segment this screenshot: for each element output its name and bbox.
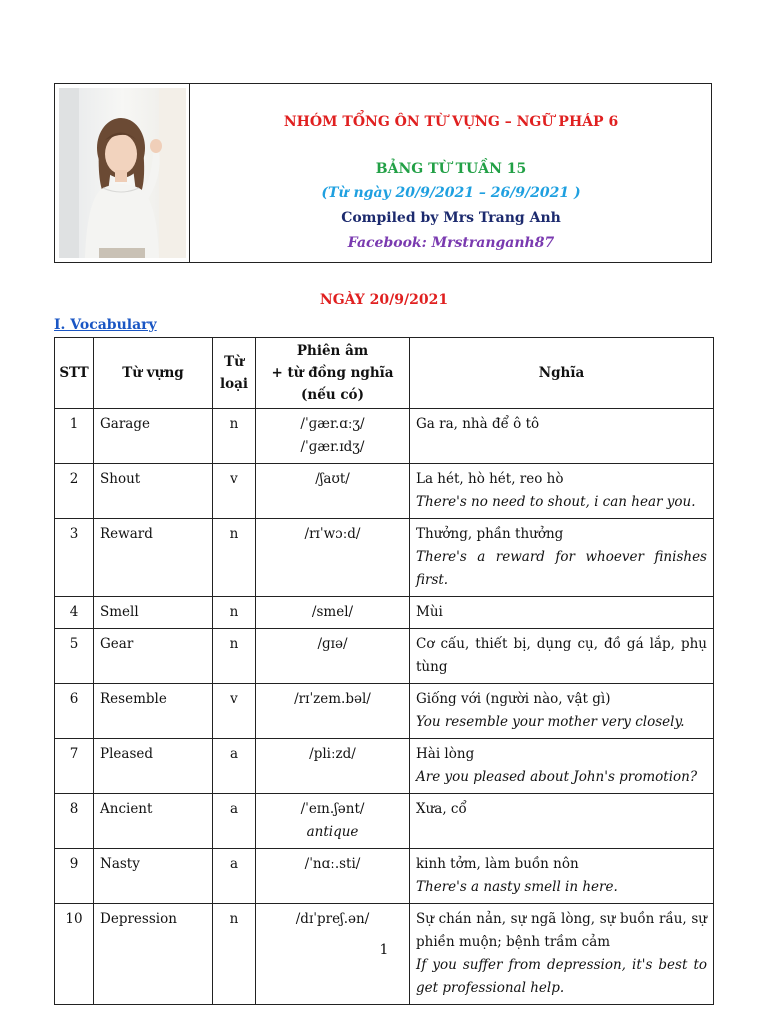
table-row [55,519,714,597]
header-week: BẢNG TỪ TUẦN 15 [375,161,527,177]
table-row [55,409,714,464]
row-meaning [410,464,714,519]
phonetic-text: /dɪˈpreʃ.ən/ [295,911,370,927]
table-row [55,739,714,794]
row-phonetic [256,849,410,904]
meaning-text: Cơ cấu, thiết bị, dụng cụ, đồ gá lắp, phụ tùng [416,636,707,675]
table-row [55,849,714,904]
row-word: Reward [94,519,213,597]
phonetic-text: /ʃaʊt/ [315,471,350,487]
table-body [55,409,714,1005]
header-facebook: Facebook: Mrstranganh87 [347,235,555,251]
row-meaning [410,739,714,794]
phonetic-text: /smel/ [311,604,354,620]
row-word: Nasty [94,849,213,904]
row-word: Garage [94,409,213,464]
header-type [213,338,256,409]
row-meaning [410,794,714,849]
phonetic-text: /rɪˈwɔːd/ [304,526,361,542]
synonym-text: antique [306,824,359,840]
row-phonetic [256,629,410,684]
row-word: Smell [94,597,213,629]
table-row [55,684,714,739]
header-compiled-by: Compiled by Mrs Trang Anh [341,210,561,226]
row-meaning [410,629,714,684]
row-stt: 4 [55,597,94,629]
row-meaning [410,519,714,597]
row-stt: 6 [55,684,94,739]
row-word: Gear [94,629,213,684]
row-phonetic [256,597,410,629]
row-word: Resemble [94,684,213,739]
meaning-text: Hài lòng [416,746,475,762]
header-type-line1: Từ [224,354,244,370]
header-phon-line2: + từ đồng nghĩa [271,365,394,381]
row-stt: 1 [55,409,94,464]
meaning-text: kinh tởm, làm buồn nôn [416,856,579,872]
meaning-text: Xưa, cổ [416,801,467,817]
phonetic-text: /rɪˈzem.bəl/ [294,691,371,707]
meaning-text: Ga ra, nhà để ô tô [416,416,540,432]
row-phonetic [256,519,410,597]
row-stt: 7 [55,739,94,794]
row-meaning [410,597,714,629]
phonetic-text: /ˈeɪn.ʃənt/ [300,801,365,817]
header-meaning: Nghĩa [410,338,714,409]
header-type-line2: loại [219,376,248,392]
phonetic-alt: /ˈɡær.ɪdʒ/ [300,439,365,455]
row-meaning [410,849,714,904]
header-phon-line1: Phiên âm [296,343,369,359]
header-date-range: (Từ ngày 20/9/2021 – 26/9/2021 ) [321,185,581,201]
row-word-type: a [213,739,256,794]
meaning-text: Giống với (người nào, vật gì) [416,691,611,707]
table-row [55,794,714,849]
meaning-text: Sự chán nản, sự ngã lòng, sự buồn rầu, sự phiền muộn; bệnh trầm cảm [416,911,707,950]
row-word: Depression [94,904,213,1005]
row-phonetic [256,684,410,739]
header-word: Từ vựng [94,338,213,409]
phonetic-text: /ˈɡær.ɑːʒ/ [300,416,365,432]
example-sentence: You resemble your mother very closely. [416,714,685,730]
example-sentence: There's a reward for whoever finishes first. [416,549,707,588]
row-word: Pleased [94,739,213,794]
portrait-image [59,88,186,258]
author-photo [55,84,190,262]
header-title: NHÓM TỔNG ÔN TỪ VỰNG – NGỮ PHÁP 6 [283,114,619,130]
row-word-type: v [213,684,256,739]
example-sentence: If you suffer from depression, it's best to get professional help. [416,957,707,996]
table-row [55,597,714,629]
header-stt: STT [55,338,94,409]
header-phonetic [256,338,410,409]
example-sentence: There's no need to shout, i can hear you. [416,494,696,510]
row-phonetic [256,739,410,794]
meaning-text: Thưởng, phần thưởng [416,526,564,542]
row-word: Ancient [94,794,213,849]
day-heading: NGÀY 20/9/2021 [319,292,449,308]
phonetic-text: /ˈnɑː.sti/ [304,856,361,872]
table-row [55,464,714,519]
row-word-type: v [213,464,256,519]
row-stt: 10 [55,904,94,1005]
row-phonetic [256,464,410,519]
row-word-type: n [213,519,256,597]
vocabulary-table [54,337,714,1005]
row-phonetic [256,409,410,464]
row-word: Shout [94,464,213,519]
phonetic-text: /ɡɪə/ [317,636,348,652]
row-word-type: a [213,849,256,904]
row-word-type: n [213,904,256,1005]
section-title: I. Vocabulary [54,317,157,333]
row-phonetic [256,794,410,849]
header-phon-line3: (nếu có) [301,387,364,403]
row-stt: 2 [55,464,94,519]
row-meaning [410,409,714,464]
row-word-type: n [213,629,256,684]
row-stt: 3 [55,519,94,597]
row-word-type: a [213,794,256,849]
row-stt: 5 [55,629,94,684]
table-header-row [55,338,714,409]
table-row [55,629,714,684]
example-sentence: There's a nasty smell in here. [416,879,618,895]
example-sentence: Are you pleased about John's promotion? [416,769,698,785]
phonetic-text: /pliːzd/ [309,746,356,762]
row-word-type: n [213,409,256,464]
row-stt: 9 [55,849,94,904]
row-word-type: n [213,597,256,629]
meaning-text: La hét, hò hét, reo hò [416,471,564,487]
row-meaning [410,684,714,739]
meaning-text: Mùi [416,604,443,620]
row-stt: 8 [55,794,94,849]
page-number: 1 [379,942,389,958]
